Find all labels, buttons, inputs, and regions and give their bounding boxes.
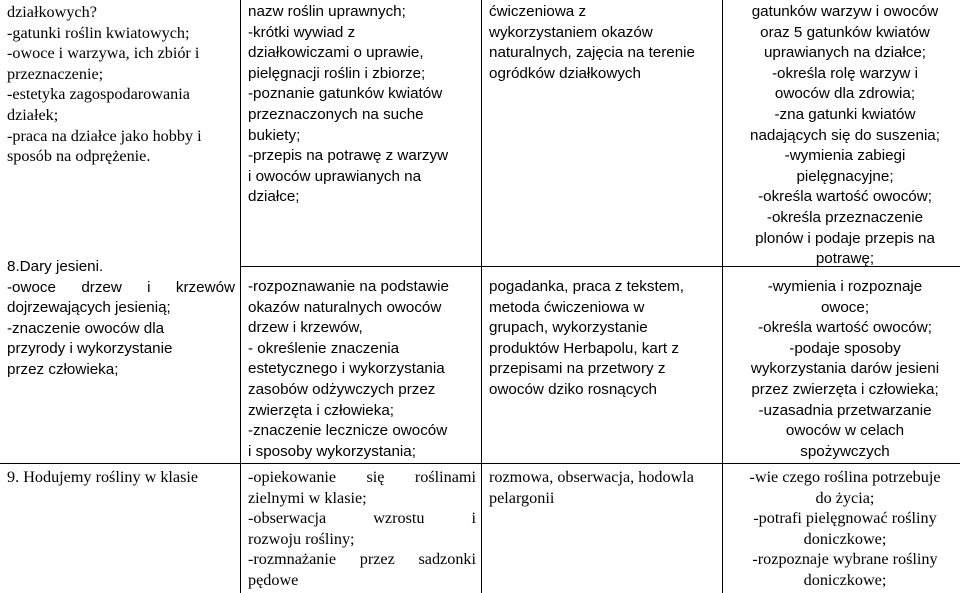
text-line: bukiety; — [248, 126, 301, 144]
column-divider — [240, 0, 241, 593]
text-line: -uzasadnia przetwarzanie — [758, 401, 932, 419]
text-line: uprawianych na działce; — [763, 44, 927, 62]
text-line: -rozmnażanie przez sadzonki — [248, 550, 476, 569]
text-line: nazw roślin uprawnych; — [248, 3, 406, 20]
text-line: rozmowa, obserwacja, hodowla — [489, 468, 694, 486]
text-line: owoców w celach — [785, 422, 905, 440]
text-line: zasobów odżywczych przez — [248, 380, 436, 398]
text-line: przez zwierzęta i człowieka; — [751, 380, 939, 398]
text-line: do życia; — [815, 488, 875, 507]
text-line: wykorzystaniem okazów — [489, 23, 653, 41]
text-line: dojrzewających jesienią; — [7, 299, 171, 317]
row1-topic-cell — [7, 2, 235, 167]
row1-content-cell — [248, 2, 476, 208]
text-line: -określa wartość owoców; — [758, 188, 932, 206]
text-line: i owoców uprawianych na — [248, 167, 422, 185]
text-line: okazów naturalnych owoców — [248, 298, 442, 316]
row1-outcomes-cell — [730, 2, 960, 270]
row3-methods-cell — [489, 467, 717, 508]
text-line: -poznanie gatunków kwiatów — [248, 85, 443, 103]
text-line: pędowe — [248, 570, 299, 589]
text-line: -określa przeznaczenie — [766, 208, 924, 226]
row1-methods-cell — [489, 2, 717, 84]
text-line: wykorzystania darów jesieni — [750, 360, 940, 378]
text-line: i sposoby wykorzystania; — [248, 442, 416, 460]
text-line: pielęgnacji roślin i zbiorze; — [248, 64, 426, 82]
text-line: grupach, wykorzystanie — [489, 319, 648, 337]
row2-methods-cell — [489, 277, 717, 401]
text-line: owoców dla zdrowia; — [774, 85, 916, 103]
text-line: doniczkowe; — [803, 529, 887, 548]
text-line: działkowiczami o uprawie, — [248, 44, 424, 62]
text-line: przez człowieka; — [7, 360, 119, 378]
text-line: -potrafi pielęgnować rośliny — [753, 509, 937, 528]
text-line: działce; — [248, 188, 300, 206]
text-line: zwierzęta i człowieka; — [248, 401, 395, 419]
text-line: działkowych? — [7, 3, 97, 21]
text-line: -praca na działce jako hobby i — [7, 126, 202, 145]
text-line: -owoce i warzywa, ich zbiór i — [7, 44, 200, 63]
text-line: -przepis na potrawę z warzyw — [248, 147, 449, 165]
text-line: -określa wartość owoców; — [758, 319, 932, 337]
text-line: -wie czego roślina potrzebuje — [749, 468, 941, 486]
text-line: -rozpoznaje wybrane rośliny — [752, 550, 938, 569]
text-line: drzew i krzewów, — [248, 319, 363, 337]
text-line: przepisami na przetwory z — [489, 360, 666, 378]
column-divider — [722, 0, 723, 593]
row2-outcomes-cell — [730, 277, 960, 462]
row3-topic-cell — [7, 467, 235, 488]
text-line: ćwiczeniowa z — [489, 3, 587, 20]
text-line: -znaczenie owoców dla — [7, 319, 165, 337]
text-line: produktów Herbapolu, kart z — [489, 339, 679, 357]
text-line: doniczkowe; — [803, 570, 887, 589]
text-line: zielnymi w klasie; — [248, 488, 367, 507]
text-line: -określa rolę warzyw i — [771, 64, 918, 82]
text-line: przeznaczonych na suche — [248, 105, 424, 123]
text-line: potrawę; — [815, 250, 875, 268]
text-line: spożywczych — [800, 442, 890, 460]
text-line: pielęgnacyjne; — [796, 167, 894, 185]
text-line: metoda ćwiczeniowa w — [489, 298, 645, 316]
row2-content-cell — [248, 277, 476, 462]
text-line: owoców dziko rosnących — [489, 380, 657, 398]
text-line: sposób na odprężenie. — [7, 147, 151, 166]
text-line: - określenie znaczenia — [248, 339, 400, 357]
text-line: 9. Hodujemy rośliny w klasie — [7, 468, 199, 486]
text-line: -podaje sposoby — [789, 339, 901, 357]
text-line: -wymienia zabiegi — [784, 147, 906, 165]
text-line: -estetyka zagospodarowania — [7, 85, 190, 104]
text-line: estetycznego i wykorzystania — [248, 360, 445, 378]
row-divider — [0, 463, 960, 464]
text-line: działek; — [7, 105, 59, 124]
text-line: 8.Dary jesieni. — [7, 258, 104, 275]
text-line: pelargonii — [489, 488, 555, 507]
text-line: nadających się do suszenia; — [750, 126, 940, 144]
text-line: -gatunki roślin kwiatowych; — [7, 23, 190, 42]
text-line: -znaczenie lecznicze owoców — [248, 422, 448, 440]
text-line: naturalnych, zajęcia na terenie — [489, 44, 696, 62]
text-line: pogadanka, praca z tekstem, — [489, 278, 685, 295]
text-line: -opiekowanie się roślinami — [248, 468, 476, 486]
text-line: plonów i podaje przepis na — [755, 229, 935, 247]
row3-content-cell — [248, 467, 476, 591]
text-line: ogródków działkowych — [489, 64, 641, 82]
text-line: przyrody i wykorzystanie — [7, 340, 173, 358]
text-line: przeznaczenie; — [7, 64, 104, 83]
text-line: owoce; — [820, 298, 870, 316]
text-line: -obserwacja wzrostu i — [248, 509, 476, 528]
text-line: -zna gatunki kwiatów — [774, 105, 916, 123]
text-line: -krótki wywiad z — [248, 23, 356, 41]
text-line: -owoce drzew i krzewów — [7, 278, 235, 296]
column-divider — [481, 0, 482, 593]
text-line: -rozpoznawanie na podstawie — [248, 278, 449, 295]
text-line: gatunków warzyw i owoców — [751, 3, 939, 20]
row2-topic-cell — [7, 257, 235, 381]
text-line: -wymienia i rozpoznaje — [767, 278, 923, 295]
text-line: rozwoju rośliny; — [248, 529, 355, 548]
row3-outcomes-cell — [730, 467, 960, 591]
text-line: oraz 5 gatunków kwiatów — [760, 23, 930, 41]
